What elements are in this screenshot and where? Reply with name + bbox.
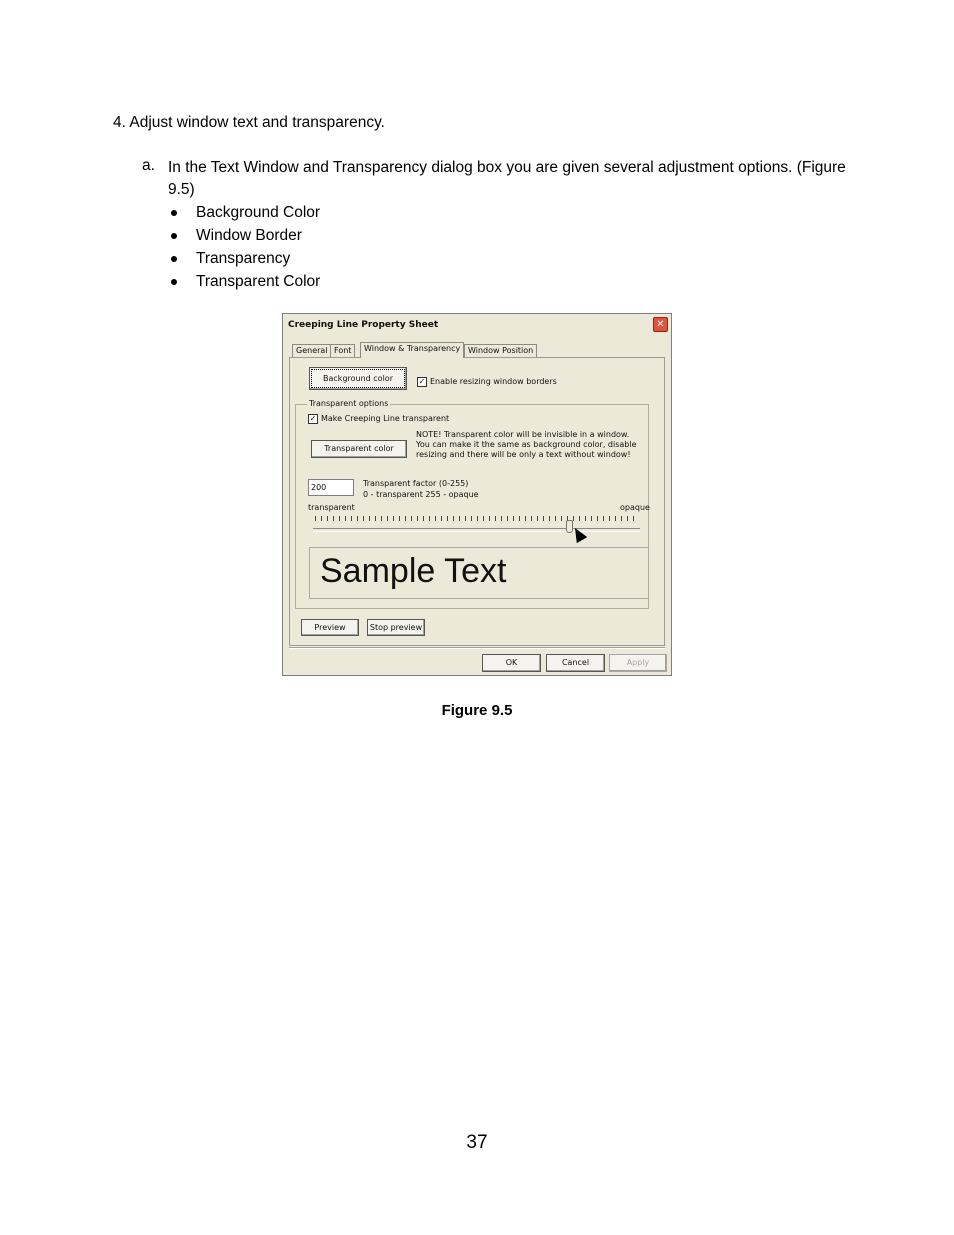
bullet-item: Transparent Color (168, 270, 320, 293)
dialog-titlebar[interactable] (283, 314, 671, 336)
transparent-factor-input[interactable]: 200 (308, 479, 354, 496)
tab-window-transparency[interactable]: Window & Transparency (360, 342, 464, 358)
ok-button[interactable]: OK (482, 654, 541, 672)
bullet-item: Window Border (168, 224, 320, 247)
sub-step-text: In the Text Window and Transparency dialog box you are given several adjustment options. (Figure 9.5) (168, 159, 846, 198)
note-line-1: NOTE! Transparent color will be invisible in a window. (416, 430, 630, 439)
sub-step-marker: a. (142, 157, 155, 174)
step-heading: 4. Adjust window text and transparency. (113, 114, 385, 131)
cancel-button[interactable]: Cancel (546, 654, 605, 672)
enable-resizing-checkbox[interactable]: ✓ (418, 377, 426, 386)
option-bullet-list (168, 201, 320, 293)
dialog-title: Creeping Line Property Sheet (288, 320, 439, 330)
transparent-factor-hint: 0 - transparent 255 - opaque (363, 490, 479, 499)
background-color-button[interactable]: Background color (309, 367, 407, 390)
stop-preview-button[interactable]: Stop preview (367, 619, 425, 636)
transparency-slider-track[interactable] (313, 528, 640, 532)
footer-separator (289, 647, 665, 649)
figure-caption: Figure 9.5 (441, 702, 513, 719)
make-transparent-label: Make Creeping Line transparent (321, 414, 450, 423)
sample-text-preview (309, 547, 649, 599)
make-transparent-checkbox[interactable]: ✓ (309, 414, 317, 423)
property-sheet-dialog (282, 313, 672, 676)
bullet-item: Transparency (168, 247, 320, 270)
note-line-2: You can make it the same as background color, disable (416, 440, 637, 449)
bullet-dot-icon (171, 279, 177, 285)
tab-window-position[interactable]: Window Position (464, 344, 537, 357)
bullet-dot-icon (171, 210, 177, 216)
page-number: 37 (466, 1132, 488, 1153)
transparent-options-title: Transparent options (309, 399, 389, 408)
bullet-dot-icon (171, 233, 177, 239)
tab-general[interactable]: General (292, 344, 332, 357)
enable-resizing-label: Enable resizing window borders (430, 377, 557, 386)
slider-max-label: opaque (620, 503, 650, 512)
note-line-3: resizing and there will be only a text without window! (416, 450, 631, 459)
tab-font[interactable]: Font (330, 344, 355, 357)
slider-min-label: transparent (308, 503, 355, 512)
preview-button[interactable]: Preview (301, 619, 359, 636)
transparent-factor-label: Transparent factor (0-255) (363, 479, 469, 488)
close-icon[interactable]: ✕ (653, 317, 668, 332)
transparent-color-button[interactable]: Transparent color (311, 440, 407, 458)
apply-button[interactable]: Apply (609, 654, 667, 672)
bullet-item: Background Color (168, 201, 320, 224)
sample-text: Sample Text (320, 552, 507, 590)
bullet-dot-icon (171, 256, 177, 262)
slider-ticks (315, 516, 637, 521)
